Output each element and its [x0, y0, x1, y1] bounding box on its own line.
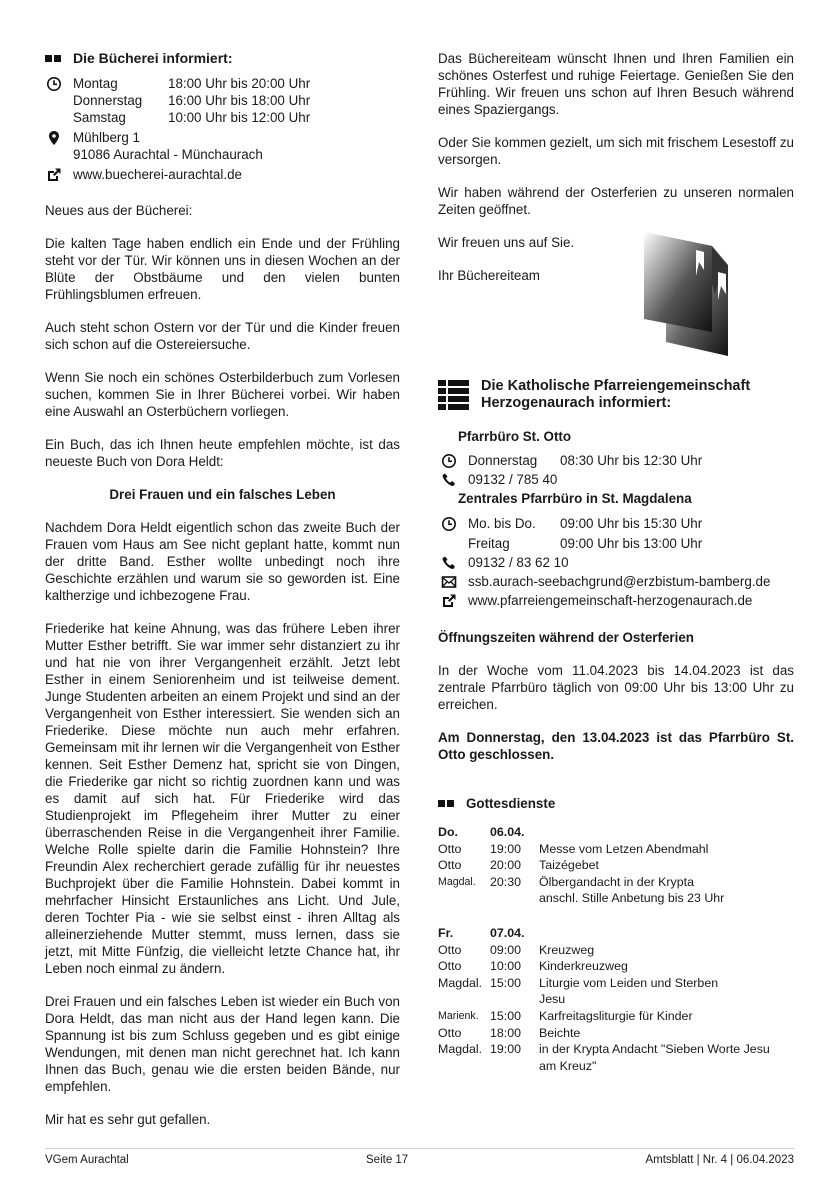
office1-phone: 09132 / 785 40	[440, 471, 794, 488]
page-footer	[45, 1148, 794, 1166]
services-table-thursday	[438, 824, 724, 907]
clock-icon	[45, 75, 63, 92]
office1-hours: Donnerstag 08:30 Uhr bis 12:30 Uhr	[440, 452, 794, 469]
service-row: Magdal. 20:30 Ölbergandacht in der Krypta	[438, 874, 694, 889]
service-row: Magdal. 15:00 Liturgie vom Leiden und Sterben	[438, 975, 719, 990]
service-row: anschl. Stille Anbetung bis 23 Uhr	[539, 891, 725, 906]
book-paragraph: Nachdem Dora Heldt eigentlich schon das zweite Buch der Frauen vom Haus am See nicht geplant hatte, kommt nun der dritte Band. Esther wollte unbedingt noch ihre Geschichte erzählen und warum sie so geworden ist. Eine kaltherzige und ichbezogene Frau.	[45, 520, 400, 603]
office1-name: Pfarrbüro St. Otto	[458, 429, 572, 444]
paragraph: Auch steht schon Ostern vor der Tür und die Kinder freuen sich schon auf die Ostereiersuche.	[45, 320, 400, 352]
office2-name: Zentrales Pfarrbüro in St. Magdalena	[458, 491, 692, 506]
service-day-row: Do. 06.04.	[438, 825, 525, 839]
hours-row: Samstag 10:00 Uhr bis 12:00 Uhr	[73, 110, 311, 125]
heading-marker-icon	[438, 800, 454, 807]
service-row: Otto 19:00 Messe vom Letzen Abendmahl	[438, 841, 709, 856]
book-title: Drei Frauen und ein falsches Leben	[109, 487, 336, 502]
office2-phone: 09132 / 83 62 10	[440, 554, 794, 571]
office2-hours: Mo. bis Do. 09:00 Uhr bis 15:30 Uhr Freitag 09:00 Uhr bis 13:00 Uhr	[440, 515, 794, 552]
services-table-friday	[438, 925, 770, 1074]
paragraph: Oder Sie kommen gezielt, um sich mit frischem Lesestoff zu versorgen.	[438, 135, 794, 167]
external-link-icon	[45, 166, 63, 183]
right-column	[438, 50, 794, 1074]
service-row: Marienk. 15:00 Karfreitagsliturgie für Kinder	[438, 1008, 693, 1023]
library-hours	[45, 75, 400, 126]
location-pin-icon	[45, 129, 63, 146]
mail-icon	[440, 573, 458, 590]
library-address: Mühlberg 1 91086 Aurachtal - Münchaurach	[45, 129, 400, 163]
parish-heading: Die Katholische Pfarreiengemeinschaft Herzogenaurach informiert:	[438, 378, 794, 412]
service-day-row: Fr. 07.04.	[438, 925, 525, 940]
paragraph: Wir freuen uns auf Sie.	[438, 235, 575, 250]
paragraph: Das Büchereiteam wünscht Ihnen und Ihren Familien ein schönes Osterfest und ruhige Feiertage. Genießen Sie den Frühling. Wir freuen uns schon auf Ihren Besuch während eines Spaziergangs.	[438, 51, 794, 117]
footer-right: Amtsblatt | Nr. 4 | 06.04.2023	[645, 1154, 794, 1166]
book-paragraph: Friederike hat keine Ahnung, was das frühere Leben ihrer Mutter Esther betrifft. Sie war immer sehr distanziert zu ihr und hat nie von ihrer Vergangenheit erzählt. Jetzt lebt Esther in einem Seniorenheim und ist teilweise dement. Junge Studenten arbeiten an einem Projekt und sind an der Vergangenheit von Esther interessiert. Sie wenden sich an Friederike. Diese möchte nun auch mehr erfahren. Gemeinsam mit ihr lernen wir die Vergangenheit von Esther kennen. Seit Esther Demenz hat, spricht sie von Dingen, die Friederike gar nicht so richtig zuordnen kann und was es damit auf sich hat. Für Friederike wird das Studienprojekt im Pflegeheim ihrer Mutter zu einer überraschenden Reise in die Vergangenheit ihrer Familie. Welche Rolle spielte darin die Familie Hohnstein? Ihre Freundin Alex recherchiert gerade zufällig für ihr neuestes Buchprojekt über die Familie Hohnstein. Dabei kommt in mehrfacher Hinsicht Erstaunliches ans Licht. Und Jule, deren Tochter Pia - wie sie selbst einst - ihren Alltag als alleinerziehende Mutter stemmt, muss lernen, dass sie jetzt, mit Mitte Fünfzig, die vielleicht letzte Chance hat, ihr Leben noch einmal zu ändern.	[45, 621, 400, 976]
closed-note: Am Donnerstag, den 13.04.2023 ist das Pfarrbüro St. Otto geschlossen.	[438, 730, 794, 762]
library-website	[45, 166, 400, 183]
signature: Ihr Büchereiteam	[438, 268, 540, 283]
services-heading: Gottesdienste	[438, 795, 794, 812]
paragraph: Die kalten Tage haben endlich ein Ende und der Frühling steht vor der Tür. Wir können uns in diesen Wochen an der Blüte der Obstbäume und den vielen bunten Frühlingsblumen erfreuen.	[45, 236, 400, 302]
parish-website	[440, 592, 794, 609]
hours-row: Montag 18:00 Uhr bis 20:00 Uhr	[73, 76, 311, 91]
paragraph: Wenn Sie noch ein schönes Osterbilderbuch zum Vorlesen suchen, kommen Sie in Ihrer Bücherei vorbei. Wir haben eine Auswahl an Osterbüchern vorliegen.	[45, 370, 400, 419]
clock-icon	[440, 452, 458, 469]
service-row: Otto 18:00 Beichte	[438, 1025, 581, 1040]
library-logo	[644, 232, 762, 357]
phone-icon	[440, 554, 458, 571]
service-row: Jesu	[539, 992, 566, 1007]
phone-icon	[440, 471, 458, 488]
library-website-link[interactable]: www.buecherei-aurachtal.de	[73, 167, 242, 182]
paragraph: Wir haben während der Osterferien zu unseren normalen Zeiten geöffnet.	[438, 185, 794, 217]
service-row: Otto 20:00 Taizégebet	[438, 858, 599, 873]
service-row: Magdal. 19:00 in der Krypta Andacht "Sieben Worte Jesu	[438, 1042, 770, 1057]
clock-icon	[440, 515, 458, 532]
page-number: Seite 17	[366, 1154, 409, 1166]
easter-hours-text: In der Woche vom 11.04.2023 bis 14.04.2023 ist das zentrale Pfarrbüro täglich von 09:00 Uhr bis 13:00 Uhr zu erreichen.	[438, 663, 794, 712]
external-link-icon	[440, 592, 458, 609]
library-heading: Die Bücherei informiert:	[45, 50, 400, 67]
book-paragraph: Mir hat es sehr gut gefallen.	[45, 1112, 211, 1127]
service-row: Otto 10:00 Kinderkreuzweg	[438, 959, 628, 974]
parish-logo-icon	[438, 380, 469, 410]
news-heading: Neues aus der Bücherei:	[45, 203, 193, 218]
service-row: am Kreuz"	[539, 1058, 597, 1073]
parish-email	[440, 573, 794, 590]
paragraph: Ein Buch, das ich Ihnen heute empfehlen möchte, ist das neueste Buch von Dora Heldt:	[45, 437, 400, 469]
hours-row: Donnerstag 16:00 Uhr bis 18:00 Uhr	[73, 93, 311, 108]
footer-left: VGem Aurachtal	[45, 1154, 129, 1166]
left-column	[45, 50, 400, 1128]
parish-email-link[interactable]: ssb.aurach-seebachgrund@erzbistum-bamberg.de	[468, 574, 771, 589]
book-paragraph: Drei Frauen und ein falsches Leben ist wieder ein Buch von Dora Heldt, das man nicht aus der Hand legen kann. Die Spannung ist bis zum Schluss gegeben und es gibt einige Wendungen, mit denen man nicht gerechnet hat. Ich kann Ihnen das Buch, genau wie die ersten beiden Bände, nur empfehlen.	[45, 994, 400, 1094]
easter-hours-heading: Öffnungszeiten während der Osterferien	[438, 630, 694, 645]
service-row: Otto 09:00 Kreuzweg	[438, 942, 595, 957]
parish-website-link[interactable]: www.pfarreiengemeinschaft-herzogenaurach.de	[468, 593, 753, 608]
heading-marker-icon	[45, 55, 61, 62]
